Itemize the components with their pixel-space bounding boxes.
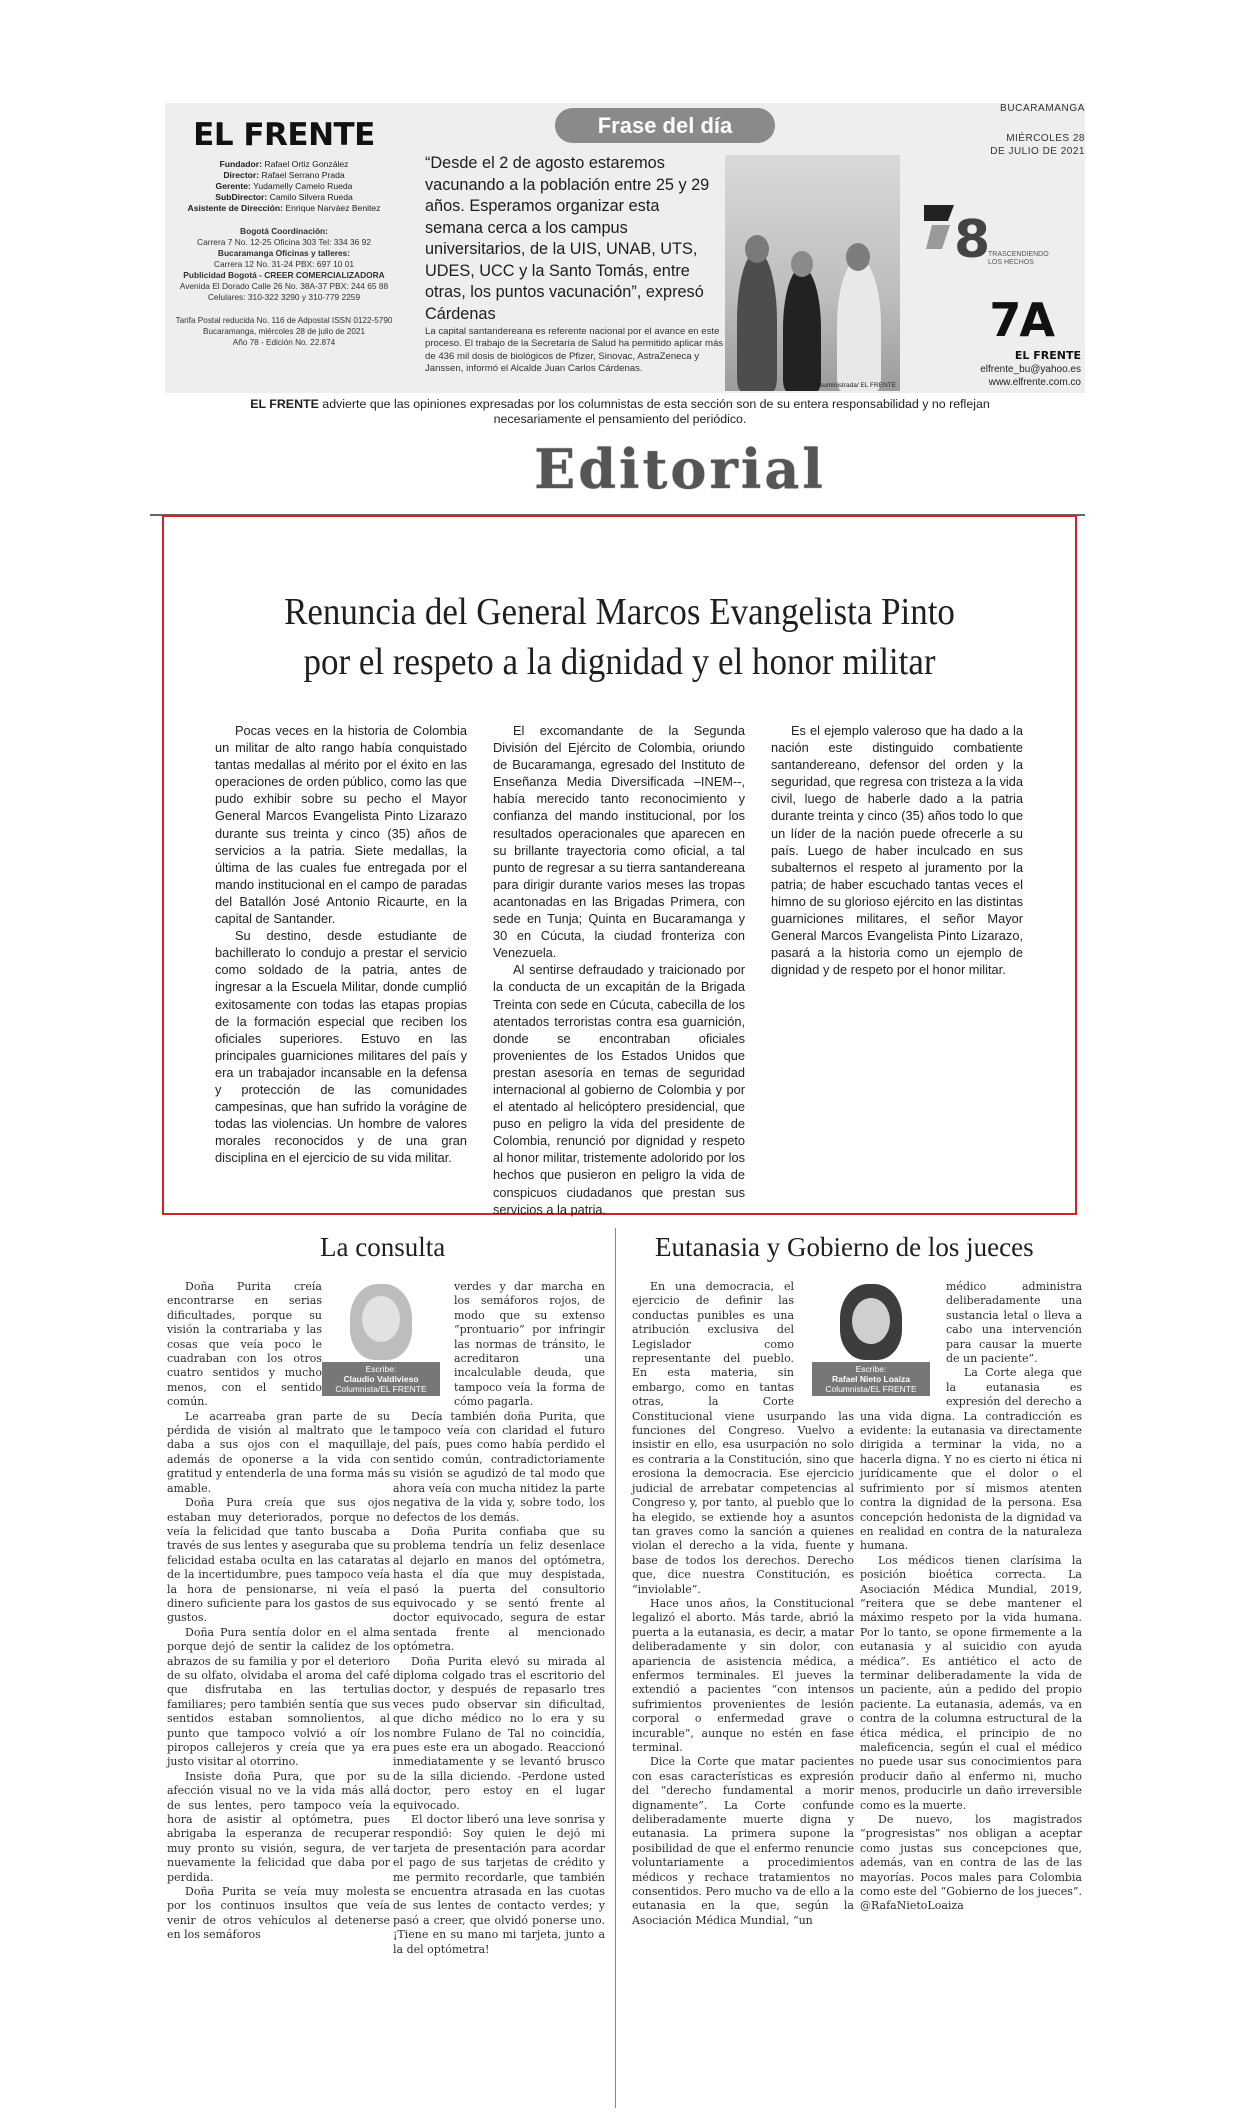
editorial-column-3: Es el ejemplo valeroso que ha dado a la nación este distinguido combatiente santandereano, defensor del orden y la seguridad, que regresa con tristeza a la vida civil, luego de haberle dado a la patria durante treinta y cinco (35) años todo lo que un líder de la nación puede ofrecerle a su país. Luego de haber inculcado en sus subalternos el respeto al juramento por la patria; de haber escuchado tantas veces el himno de su glorioso ejército en las distintas guarniciones militares, el señor Mayor General Marcos Evangelista Pinto Lizarazo, pasará a la historia como un ejemplo de dignidad y de respeto por el honor militar. xyxy=(771,723,1023,978)
city-label: BUCARAMANGA xyxy=(1000,103,1085,114)
eutanasia-author-caption: Escribe: Rafael Nieto Loaiza Columnista/EL FRENTE xyxy=(812,1362,930,1396)
consulta-author-caption: Escribe: Claudio Valdivieso Columnista/EL FRENTE xyxy=(322,1362,440,1396)
masthead xyxy=(165,103,1085,393)
news-photo xyxy=(725,155,900,391)
masthead-date-block xyxy=(920,103,1085,393)
column-divider xyxy=(615,1228,616,2108)
photo-credit: Foto suministrada/ EL FRENTE xyxy=(805,382,896,389)
eutanasia-column-1: En una democracia, el ejercicio de definir las conductas punibles es una atribución exclusiva del Legislador como representante del pueblo. En esta materia, sin embargo, como en tantas otras, la Corte Constitucional viene usurpando las funciones del Congreso. Vuelvo a insistir en ello, esa usurpación no solo es contraria a la Constitución, sino que erosiona la democracia. Ese ejercicio judicial de arrebatar competencias al Congreso y, por tanto, al pueblo que lo ha elegido, se extiende hoy a asuntos tan graves como la sanción a quienes violan el derecho a la vida, fuente y base de todos los derechos. Derecho que, dice nuestra Constitución, es “inviolable”. Hace unos años, la Constitucional legalizó el aborto. Más tarde, abrió la puerta a la eutanasia, es decir, a matar deliberadamente y sin dolor, con apariencia de asistencia médica, a enfermos terminales. El jueves la extendió a pacientes “con intensos sufrimientos provenientes de lesión corporal o enfermedad grave o incurable”, aunque no estén en fase terminal. Dice la Corte que matar pacientes con esas características es expresión del “derecho fundamental a morir dignamente”. La Corte confunde deliberadamente muerte digna y eutanasia. La primera supone la posibilidad de que el enfermo renuncie voluntariamente a procedimientos médicos y rechace tratamientos no consentidos. Pero mucho va de ello a la eutanasia en la que, según la Asociación Médica Mundial, “un xyxy=(632,1280,854,1927)
svg-text:8: 8 xyxy=(954,210,991,269)
editorial-columns xyxy=(215,722,1023,1218)
website-link[interactable]: www.elfrente.com.co xyxy=(988,377,1081,388)
editorial-column-1: Pocas veces en la historia de Colombia un militar de alto rango había conquistado tantas medallas al mérito por el éxito en las operaciones de orden público, como las que pudo exhibir sobre su pecho el Mayor General Marcos Evangelista Pinto Lizarazo durante sus treinta y cinco (35) años de servicios a la patria. Siete medallas, la última de las cuales fue entregada por el mando institucional en el campo de paradas del Batallón José Antonio Ricaurte, en la capital de Santander. Su destino, desde estudiante de bachillerato lo condujo a prestar el servicio como soldado de la patria, antes de ingresar a la Escuela Militar, donde cumplió exitosamente con todas las etapas propias de la formación especial que reciben los oficiales superiores. Estuvo en las principales guarniciones militares del país y era un trabajador incansable en la defensa y protección de las comunidades campesinas, que han sufrido la vorágine de todas las violencias. Un hombre de valores morales reconocidos y de una gran disciplina en el ejercicio de su vida militar. xyxy=(215,723,467,1166)
page-number: 7A xyxy=(989,293,1053,347)
editorial-box xyxy=(162,515,1077,1215)
consulta-headline: La consulta xyxy=(320,1232,446,1262)
quote-caption: La capital santandereana es referente nacional por el avance en este proceso. El trabajo de la Secretaría de Salud ha permitido aplicar más de 436 mil dosis de biológicos de Pfizer, Sinovac, AstraZeneca y Janssen, informó el Alcalde Juan Carlos Cárdenas. xyxy=(425,326,724,375)
opinion-disclaimer: EL FRENTE advierte que las opiniones expresadas por los columnistas de esta sección son de su entera responsabilidad y no reflejan necesariamente el pensamiento del periódico. xyxy=(250,397,990,426)
masthead-credits xyxy=(165,103,403,393)
quote-of-the-day xyxy=(425,103,905,393)
date-label: MIÉRCOLES 28 DE JULIO DE 2021 xyxy=(990,133,1085,157)
contact-info xyxy=(980,363,1081,389)
eutanasia-headline: Eutanasia y Gobierno de los jueces xyxy=(655,1232,1034,1262)
consulta-column-1: Doña Purita creía encontrarse en serias dificultades, porque su visión la contrariaba y las cosas que veía poco le cuadraban con los otros cuatro sentidos y mucho menos, con el sentido común. Le acarreaba gran parte de su pérdida de visión al maltrato que le daba a sus ojos con el maquillaje, además de oponerse a la vida con gratitud y entenderla de una forma más amable. Doña Pura creía que sus ojos estaban muy deteriorados, porque no veía la felicidad que tanto buscaba a través de sus lentes y aseguraba que su felicidad estaba oculta en las cataratas de la incertidumbre, pues tampoco veía la hora de pensionarse, ni veía el dinero suficiente para los gastos de sus gustos. Doña Pura sentía dolor en el alma porque dejó de sentir la calidez de los abrazos de su familia y por el deterioro de su olfato, olvidaba el aroma del café que disfrutaba en las tertulias familiares; pero también sentía que sus sentidos estaban somnolientos, al punto que tampoco volvió a oír los piropos callejeros y creía que ya era justo visitar al otorrino. Insiste doña Pura, que por su afección visual no ve la vida más allá de sus lentes, pero tampoco veía la hora de asistir al optómetra, pues abrigaba la esperanza de recuperar muy pronto su visión, segura, de ver nuevamente la felicidad que daba por perdida. Doña Purita se veía muy molesta por los continuos insultos que veía venir de otros vehículos al detenerse en los semáforos xyxy=(167,1280,390,1942)
staff-list: Fundador: Rafael Ortiz González Director: Rafael Serrano Prada Gerente: Yudamelly Camelo Rueda SubDirector: Camilo Silvera Rueda Asistente de Dirección: Enrique Narváez Benitez xyxy=(187,159,381,213)
office-info: Bogotá Coordinación: Carrera 7 No. 12-25 Oficina 303 Tel: 334 36 92 Bucaramanga Oficinas y talleres: Carrera 12 No. 31-24 PBX: 697 10 01 Publicidad Bogotá - CREER COMERCIALIZADORA Avenida El Dorado Calle 26 No. 38A-37 PBX: 244 65 88 Celulares: 310-322 3290 y 310-779 2259 xyxy=(179,226,389,302)
edition-info: Tarifa Postal reducida No. 116 de Adpostal ISSN 0122-5790 Bucaramanga, miércoles 28 de julio de 2021 Año 78 - Edición No. 22.874 xyxy=(175,316,393,347)
section-title: Editorial xyxy=(534,437,826,501)
eutanasia-column-2: médico administra deliberadamente una sustancia letal o lleva a cabo una intervención para causar la muerte de un paciente”. La Corte alega que la eutanasia es expresión del derecho a una vida digna. La contradicción es evidente: la eutanasia va directamente dirigida a terminar la vida, no a hacerla digna. Y no es cierto ni ética ni jurídicamente que el dolor o el sufrimiento por sí mismos atenten contra la dignidad de la persona. Esa concepción hedonista de la dignidad va en realidad en contra de la naturaleza humana. Los médicos tienen clarísima la posición bioética correcta. La Asociación Médica Mundial, 2019, “reitera que se debe mantener el máximo respeto por la vida humana. Por lo tanto, se opone firmemente a la eutanasia y al suicidio con ayuda médica”. Es antiético el acto de terminar deliberadamente la vida de un paciente, aún a pedido del propio paciente. La eutanasia, además, va en contra de la columna estructural de la ética médica, el principio de no maleficencia, según el cual el médico no puede usar sus conocimientos para producir daño al enfermo ni, mucho menos, producirle un daño irreversible como es la muerte. De nuevo, los magistrados “progresistas” nos obligan a aceptar como justas sus concepciones que, además, van en contra de las de las mayorías. Pocos males para Colombia como este del “Gobierno de los jueces”. @RafaNietoLoaiza xyxy=(860,1280,1082,1913)
quote-text: “Desde el 2 de agosto estaremos vacunando a la población entre 25 y 29 años. Esperamos organizar esta semana cerca a los campus universitarios, de la UIS, UNAB, UTS, UDES, UCC y la Santo Tomás, entre otras, los puntos vacunación”, expresó Cárdenas xyxy=(425,154,710,323)
consulta-column-2: verdes y dar marcha en los semáforos rojos, de modo que su extenso “prontuario” por infringir las normas de tránsito, le acreditaron una incalculable deuda, que tampoco veía la forma de cómo pagarla. Decía también doña Purita, que tampoco veía con claridad el futuro del país, pues como había perdido el sentido común, contradictoriamente su visión se agudizó de tal modo que ahora veía con mucha nitidez la parte negativa de la vida y, sobre todo, los defectos de los demás. Doña Purita confiaba que su problema tendría un feliz desenlace al dejarlo en manos del optómetra, hasta el día que muy despistada, pasó la puerta del consultorio equivocado y se sentó frente al doctor equivocado, segura de estar sentada frente al mencionado optómetra. Doña Purita elevó su mirada al diploma colgado tras el escritorio del doctor, y después de repasarlo tres veces pudo observar sin dificultad, que dicho médico no lo era y su nombre Fulano de Tal no coincidía, pues este era un abogado. Reaccionó inmediatamente y se levantó brusco de la silla diciendo. -Perdone usted doctor, pero estoy en el lugar equivocado. El doctor liberó una leve sonrisa y respondió: Soy quien le dejó mi tarjeta de presentación para acordar el pago de sus tarjetas de crédito y me permito recordarle, que también se encuentra atrasada en las cuotas de sus lentes de contacto verdes; y pasó a creer, que olvidó ponerse uno. ¡Tiene en su mano mi tarjeta, junto a la del optómetra! xyxy=(393,1280,605,1956)
newspaper-logo: EL FRENTE xyxy=(193,117,375,153)
anniversary-slogan: TRASCENDIENDO LOS HECHOS xyxy=(988,251,1049,266)
email-link[interactable]: elfrente_bu@yahoo.es xyxy=(980,364,1081,375)
editorial-headline: Renuncia del General Marcos Evangelista Pinto por el respeto a la dignidad y el honor militar xyxy=(284,591,955,683)
quote-heading: Frase del día xyxy=(555,108,775,143)
editorial-column-2: El excomandante de la Segunda División del Ejército de Colombia, oriundo de Bucaramanga, egresado del Instituto de Enseñanza Media Diversificada –INEM--, había merecido tanto reconocimiento y confianza del mando institucional, por los resultados operacionales que aparecen en su brillante trayectoria como oficial, a tal punto de regresar a su tierra santandereana para dirigir durante varios meses las tropas acantonadas en las Brigadas Primera, con sede en Tunja; Quinta en Bucaramanga y 30 en Cúcuta, la ciudad fronteriza con Venezuela. Al sentirse defraudado y traicionado por la conducta de un excapitán de la Brigada Treinta con sede en Cúcuta, cabecilla de los atentados terroristas contra esa guarnición, donde se encontraban oficiales provenientes de los Estados Unidos que prestan asesoría en temas de seguridad internacional al gobierno de Colombia y por el atentado al helicóptero presidencial, que puso en peligro la vida del presidente de Colombia, renunció por dignidad y respeto al honor militar, tristemente adolorido por los hechos que pusieron en peligro la vida de conspicuos ciudadanos que prestan sus servicios a la patria. xyxy=(493,723,745,1217)
page-brand: EL FRENTE xyxy=(1014,349,1081,362)
